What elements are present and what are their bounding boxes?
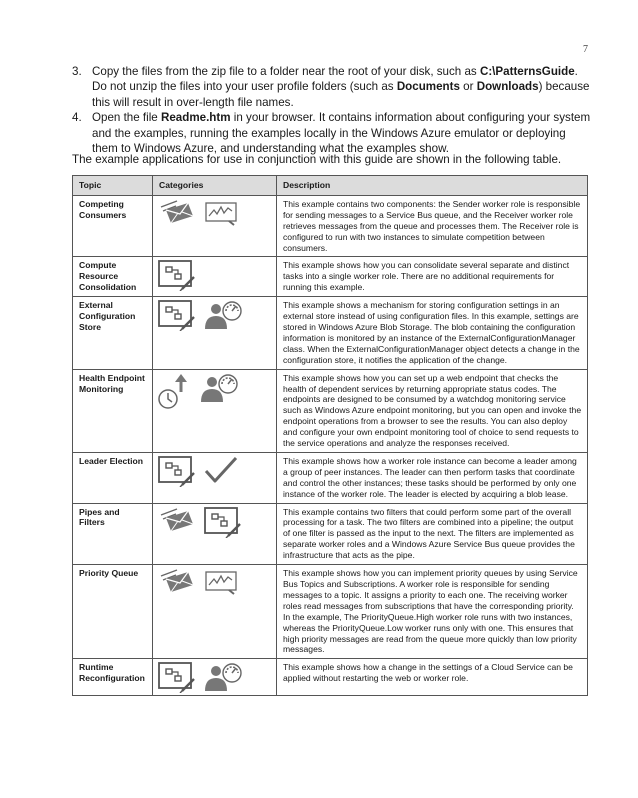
categories-cell	[153, 659, 277, 696]
management-monitoring-icon	[203, 661, 245, 693]
design-implementation-icon	[203, 506, 243, 538]
categories-cell	[153, 452, 277, 503]
description-cell: This example shows how you can implement priority queues by using Service Bus Topics and Subscriptions. A worker role is responsible for sending messages to a topic. It assigns a priority to each one. The receiving worker roles read messages from subscriptions that have the corresponding priority. In the example, The PriorityQueue.High worker role runs with two instances, whereas the PriorityQueue.Low worker runs only with one. This ensures that high priority messages are read from the queue more quickly than low priority messages.	[277, 565, 588, 659]
header-categories: Categories	[153, 176, 277, 196]
availability-icon	[157, 372, 193, 410]
topic-cell: External Configuration Store	[73, 297, 153, 369]
description-cell: This example contains two filters that could perform some part of the overall processing for a task. The two filters are combined into a pipeline; the output of one filter is passed as the input to the next. The filters are implemented as separate worker roles and a Windows Azure Service Bus queue provides the infrastructure that acts as the pipe.	[277, 503, 588, 565]
table-row	[73, 659, 588, 696]
table-intro: The example applications for use in conjunction with this guide are shown in the following table.	[72, 153, 562, 166]
description-cell: This example shows a mechanism for storing configuration settings in an external store instead of using configuration files. In this example, settings are stored in Windows Azure Blob Storage. The blob containing the configuration information is monitored by an instance of the ExternalConfigurationManager class. When the ExternalConfigurationManager object detects a change in the configuration store, it notifies the application of the change.	[277, 297, 588, 369]
table-row	[73, 452, 588, 503]
description-cell: This example contains two components: the Sender worker role is responsible for sending messages to a Service Bus queue, and the Receiver worker role retrieves messages from the queue and processes them. The Receiver role is configured to run with two instances to simulate competition between consumers.	[277, 195, 588, 257]
categories-cell	[153, 257, 277, 297]
table-row	[73, 195, 588, 257]
steps-list	[72, 64, 592, 156]
resiliency-icon	[203, 455, 239, 485]
design-implementation-icon	[157, 299, 197, 331]
step-4	[72, 110, 592, 156]
examples-table	[72, 175, 588, 696]
topic-cell: Pipes and Filters	[73, 503, 153, 565]
categories-cell	[153, 369, 277, 452]
step-number: 4.	[72, 111, 82, 125]
design-implementation-icon	[157, 455, 197, 487]
categories-cell	[153, 503, 277, 565]
topic-cell: Competing Consumers	[73, 195, 153, 257]
design-implementation-icon	[157, 661, 197, 693]
description-cell: This example shows how a worker role instance can become a leader among a group of peer instances. The leader can then perform tasks that coordinate and control the other instances; these tasks should be performed by only one instance of the worker role. The leader is elected by acquiring a blob lease.	[277, 452, 588, 503]
messaging-icon	[157, 567, 197, 597]
categories-cell	[153, 565, 277, 659]
step-3	[72, 64, 592, 110]
header-description: Description	[277, 176, 588, 196]
topic-cell: Health Endpoint Monitoring	[73, 369, 153, 452]
design-implementation-icon	[157, 259, 197, 291]
step-text: Open the file Readme.htm in your browser. It contains information about configuring your system and the examples, running the examples locally in the Windows Azure emulator or deploying them to Windows Azure, and understanding what the examples show.	[92, 111, 591, 156]
performance-icon	[203, 198, 239, 226]
step-text: Copy the files from the zip file to a folder near the root of your disk, such as C:\PatternsGuide. Do not unzip the files into your user profile folders (such as Documents or Downloads) because this will result in over-length file names.	[92, 65, 590, 109]
messaging-icon	[157, 506, 197, 536]
topic-cell: Compute Resource Consolidation	[73, 257, 153, 297]
description-cell: This example shows how a change in the settings of a Cloud Service can be applied without restarting the web or worker role.	[277, 659, 588, 696]
categories-cell	[153, 297, 277, 369]
table-row	[73, 257, 588, 297]
messaging-icon	[157, 198, 197, 228]
management-monitoring-icon	[199, 372, 241, 404]
description-cell: This example shows how you can set up a web endpoint that checks the health of dependent services by returning appropriate status codes. The endpoints are designed to be consumed by a watchdog monitoring service such as Windows Azure endpoint monitoring, but you can open and invoke the endpoint operations from a browser to see the results. You can also deploy and configure your own endpoint monitoring tool of choice to send requests to the service operations and analyze the responses received.	[277, 369, 588, 452]
header-topic: Topic	[73, 176, 153, 196]
table-row	[73, 503, 588, 565]
page-number: 7	[583, 44, 588, 55]
topic-cell: Leader Election	[73, 452, 153, 503]
categories-cell	[153, 195, 277, 257]
table-row	[73, 297, 588, 369]
topic-cell: Runtime Reconfiguration	[73, 659, 153, 696]
performance-icon	[203, 567, 239, 595]
description-cell: This example shows how you can consolidate several separate and distinct tasks into a single worker role. There are no additional requirements for running this example.	[277, 257, 588, 297]
step-number: 3.	[72, 65, 82, 78]
topic-cell: Priority Queue	[73, 565, 153, 659]
management-monitoring-icon	[203, 299, 245, 331]
table-header-row	[73, 176, 588, 196]
table-row	[73, 565, 588, 659]
table-row	[73, 369, 588, 452]
